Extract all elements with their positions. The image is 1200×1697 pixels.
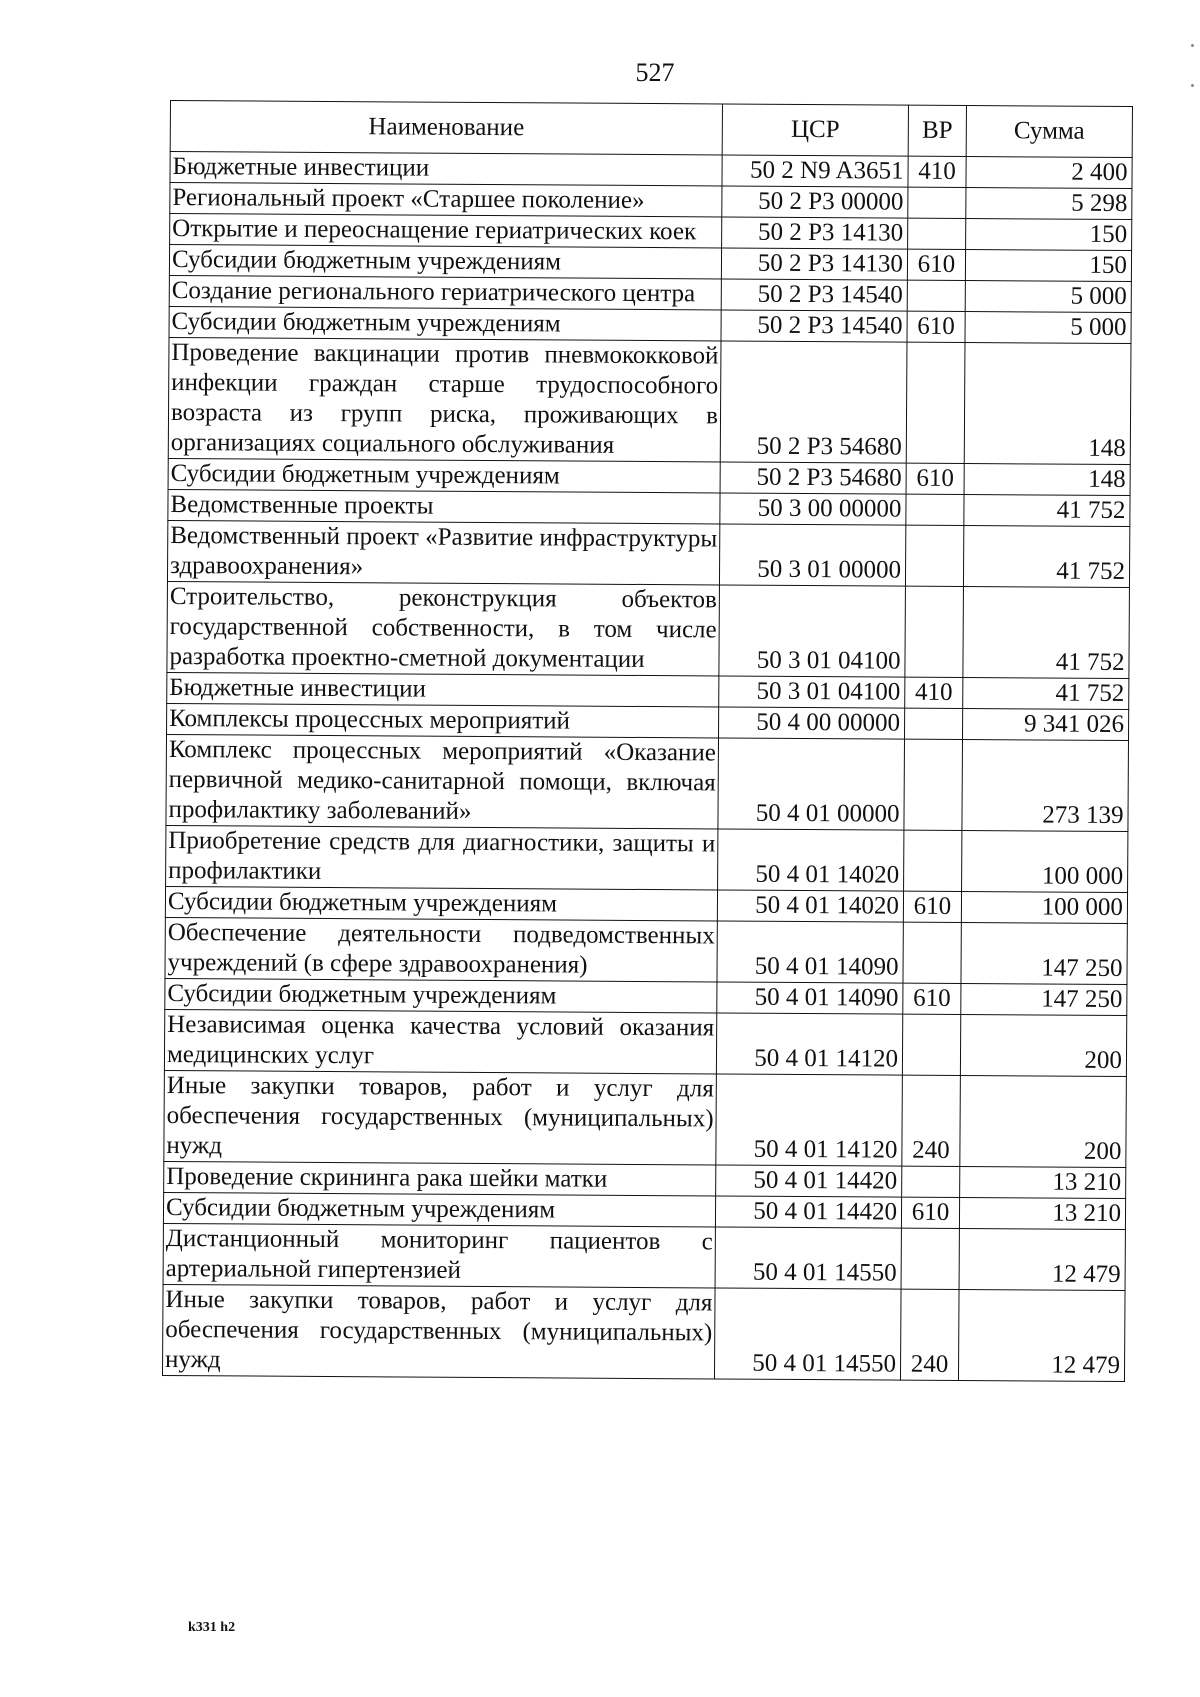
- row-sum-cell: 200: [960, 1014, 1126, 1076]
- row-vr-cell: [902, 1166, 960, 1197]
- row-sum-cell: 147 250: [961, 983, 1127, 1015]
- row-name-cell: Субсидии бюджетным учреждениям: [165, 978, 717, 1012]
- row-vr-cell: [908, 187, 966, 218]
- row-name-cell: Независимая оценка качества условий оказания медицинских услуг: [164, 1009, 716, 1073]
- row-vr-cell: 410: [905, 677, 963, 708]
- row-vr-cell: 610: [907, 249, 965, 280]
- row-name-cell: Региональный проект «Старшее поколение»: [170, 183, 722, 217]
- row-name-cell: Комплекс процессных мероприятий «Оказание первичной медико-санитарной помощи, включая профилактику заболеваний»: [166, 734, 719, 828]
- row-name-cell: Субсидии бюджетным учреждениям: [168, 458, 720, 492]
- row-vr-cell: [901, 1228, 959, 1289]
- row-name-cell: Субсидии бюджетным учреждениям: [169, 306, 721, 340]
- row-name-cell: Приобретение средств для диагностики, защиты и профилактики: [166, 825, 718, 889]
- row-sum-cell: 41 752: [963, 525, 1129, 587]
- row-csr-cell: 50 2 P3 14540: [721, 310, 907, 342]
- row-vr-cell: [903, 922, 961, 983]
- row-name-cell: Комплексы процессных мероприятий: [167, 703, 719, 737]
- row-sum-cell: 5 000: [965, 281, 1131, 313]
- row-name-cell: Строительство, реконструкция объектов государственной собственности, в том числе разработка проектно-сметной документации: [167, 581, 720, 675]
- row-csr-cell: 50 4 01 14090: [717, 982, 903, 1014]
- row-csr-cell: 50 4 01 14020: [717, 890, 903, 922]
- row-csr-cell: 50 4 01 14020: [718, 829, 904, 891]
- row-sum-cell: 41 752: [963, 677, 1129, 709]
- row-sum-cell: 41 752: [963, 586, 1130, 678]
- row-sum-cell: 41 752: [964, 494, 1130, 526]
- header-sum: Сумма: [966, 106, 1132, 158]
- row-vr-cell: [902, 1014, 960, 1075]
- row-name-cell: Иные закупки товаров, работ и услуг для обеспечения государственных (муниципальных) нужд: [162, 1284, 715, 1378]
- row-vr-cell: [905, 525, 963, 586]
- row-sum-cell: 5 298: [966, 188, 1132, 220]
- row-sum-cell: 13 210: [959, 1197, 1125, 1229]
- row-csr-cell: 50 4 01 14550: [714, 1288, 901, 1380]
- footer-code: k331 h2: [188, 1620, 236, 1635]
- row-sum-cell: 100 000: [961, 891, 1127, 923]
- row-name-cell: Открытие и переоснащение гериатрических коек: [170, 214, 722, 248]
- row-sum-cell: 5 000: [965, 312, 1131, 344]
- scan-speck: [1191, 44, 1194, 47]
- row-vr-cell: 610: [906, 463, 964, 494]
- row-csr-cell: 50 3 01 04100: [719, 676, 905, 708]
- row-csr-cell: 50 2 P3 00000: [722, 186, 908, 218]
- row-sum-cell: 12 479: [959, 1228, 1125, 1290]
- row-vr-cell: [905, 586, 964, 677]
- table-row: [164, 1070, 1127, 1167]
- row-name-cell: Ведомственные проекты: [168, 489, 720, 523]
- row-sum-cell: 12 479: [958, 1289, 1125, 1381]
- header-name: Наименование: [170, 101, 722, 155]
- row-vr-cell: 610: [903, 983, 961, 1014]
- row-vr-cell: [906, 494, 964, 525]
- row-vr-cell: 610: [901, 1197, 959, 1228]
- row-name-cell: Проведение вакцинации против пневмококковой инфекции граждан старше трудоспособного возраста из групп риска, проживающих в организациях социального обслуживания: [168, 337, 721, 461]
- table-header-row: [170, 101, 1132, 158]
- table-body: [162, 152, 1132, 1382]
- row-sum-cell: 100 000: [962, 830, 1128, 892]
- table-row: [167, 520, 1129, 587]
- table-row: [168, 337, 1131, 464]
- row-csr-cell: 50 4 01 14120: [716, 1074, 903, 1166]
- table-row: [163, 1223, 1125, 1290]
- row-csr-cell: 50 2 P3 14130: [721, 248, 907, 280]
- row-vr-cell: [904, 739, 963, 830]
- row-name-cell: Субсидии бюджетным учреждениям: [169, 245, 721, 279]
- row-name-cell: Создание регионального гериатрического центра: [169, 275, 721, 309]
- row-csr-cell: 50 4 01 00000: [718, 738, 905, 830]
- header-csr: ЦСР: [722, 104, 908, 156]
- table-row: [166, 734, 1129, 831]
- scan-speck: [1191, 84, 1194, 87]
- row-vr-cell: 240: [902, 1075, 961, 1166]
- table-row: [167, 581, 1130, 678]
- row-vr-cell: [907, 280, 965, 311]
- row-vr-cell: 610: [903, 891, 961, 922]
- row-name-cell: Ведомственный проект «Развитие инфраструктуры здравоохранения»: [167, 520, 719, 584]
- row-vr-cell: [908, 218, 966, 249]
- row-vr-cell: [904, 708, 962, 739]
- table-row: [166, 825, 1128, 892]
- row-vr-cell: [906, 342, 965, 463]
- row-csr-cell: 50 3 01 00000: [719, 524, 905, 586]
- row-csr-cell: 50 4 01 14420: [715, 1196, 901, 1228]
- row-csr-cell: 50 2 P3 14540: [721, 279, 907, 311]
- row-sum-cell: 150: [965, 250, 1131, 282]
- row-name-cell: Бюджетные инвестиции: [167, 672, 719, 706]
- row-sum-cell: 150: [966, 219, 1132, 251]
- budget-table: [162, 100, 1133, 1382]
- row-csr-cell: 50 2 P3 14130: [722, 217, 908, 249]
- row-csr-cell: 50 2 P3 54680: [720, 341, 907, 463]
- row-csr-cell: 50 4 01 14550: [715, 1227, 901, 1289]
- row-sum-cell: 148: [964, 342, 1131, 464]
- row-sum-cell: 13 210: [960, 1166, 1126, 1198]
- row-name-cell: Субсидии бюджетным учреждениям: [165, 886, 717, 920]
- row-sum-cell: 273 139: [962, 739, 1129, 831]
- row-name-cell: Субсидии бюджетным учреждениям: [163, 1192, 715, 1226]
- row-csr-cell: 50 4 00 00000: [719, 707, 905, 739]
- row-name-cell: Иные закупки товаров, работ и услуг для обеспечения государственных (муниципальных) нужд: [164, 1070, 717, 1164]
- row-vr-cell: 240: [900, 1289, 959, 1380]
- row-vr-cell: 610: [907, 311, 965, 342]
- row-csr-cell: 50 4 01 14120: [716, 1013, 902, 1075]
- row-sum-cell: 2 400: [966, 157, 1132, 189]
- row-vr-cell: 410: [908, 156, 966, 187]
- row-name-cell: Бюджетные инвестиции: [170, 152, 722, 186]
- row-csr-cell: 50 4 01 14090: [717, 921, 903, 983]
- row-vr-cell: [904, 830, 962, 891]
- table-row: [162, 1284, 1125, 1381]
- row-csr-cell: 50 3 01 04100: [719, 585, 906, 677]
- row-sum-cell: 9 341 026: [962, 708, 1128, 740]
- page-number: 527: [635, 58, 675, 87]
- row-csr-cell: 50 2 N9 A3651: [722, 155, 908, 187]
- header-vr: ВР: [908, 105, 966, 156]
- table-row: [165, 917, 1127, 984]
- row-sum-cell: 148: [964, 463, 1130, 495]
- row-name-cell: Проведение скрининга рака шейки матки: [164, 1161, 716, 1195]
- row-sum-cell: 200: [960, 1075, 1127, 1167]
- row-name-cell: Обеспечение деятельности подведомственных учреждений (в сфере здравоохранения): [165, 917, 717, 981]
- row-csr-cell: 50 3 00 00000: [720, 493, 906, 525]
- table-row: [164, 1009, 1126, 1076]
- row-name-cell: Дистанционный мониторинг пациентов с артериальной гипертензией: [163, 1223, 715, 1287]
- row-csr-cell: 50 2 P3 54680: [720, 462, 906, 494]
- row-csr-cell: 50 4 01 14420: [716, 1165, 902, 1197]
- row-sum-cell: 147 250: [961, 922, 1127, 984]
